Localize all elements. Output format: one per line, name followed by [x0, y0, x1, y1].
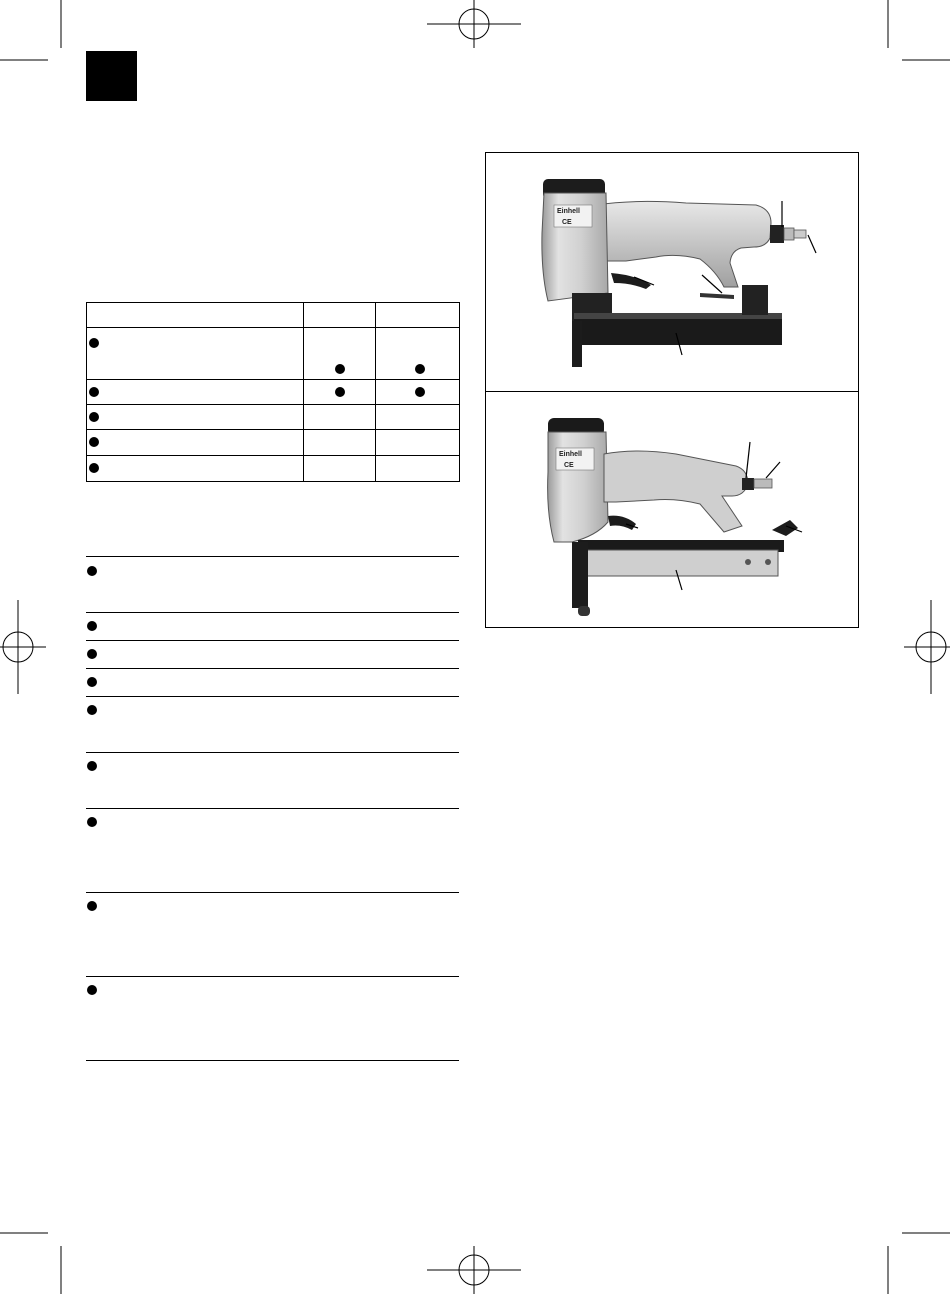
- stapler-illustration-bottom: [486, 392, 858, 627]
- table-cell-dot: [415, 364, 425, 374]
- list-item-bullet: [87, 621, 97, 631]
- table-row-bullet: [89, 463, 99, 473]
- tool-brand-label: Einhell: [557, 208, 580, 215]
- list-item-bullet: [87, 705, 97, 715]
- list-item-bullet: [87, 649, 97, 659]
- table-row-bullet: [89, 387, 99, 397]
- product-figure: [485, 152, 859, 628]
- table-row-bullet: [89, 412, 99, 422]
- list-item-bullet: [87, 566, 97, 576]
- table-cell-dot: [415, 387, 425, 397]
- table-row-bullet: [89, 338, 99, 348]
- list-item-bullet: [87, 677, 97, 687]
- tool-brand-label: Einhell: [559, 451, 582, 458]
- stapler-illustration-top: [486, 153, 858, 390]
- table-row-bullet: [89, 437, 99, 447]
- list-item-bullet: [87, 817, 97, 827]
- language-tab-marker: [86, 51, 137, 101]
- list-item-bullet: [87, 901, 97, 911]
- ce-mark: CE: [564, 462, 574, 469]
- table-cell-dot: [335, 364, 345, 374]
- table-cell-dot: [335, 387, 345, 397]
- list-item-bullet: [87, 761, 97, 771]
- ce-mark: CE: [562, 219, 572, 226]
- list-item-bullet: [87, 985, 97, 995]
